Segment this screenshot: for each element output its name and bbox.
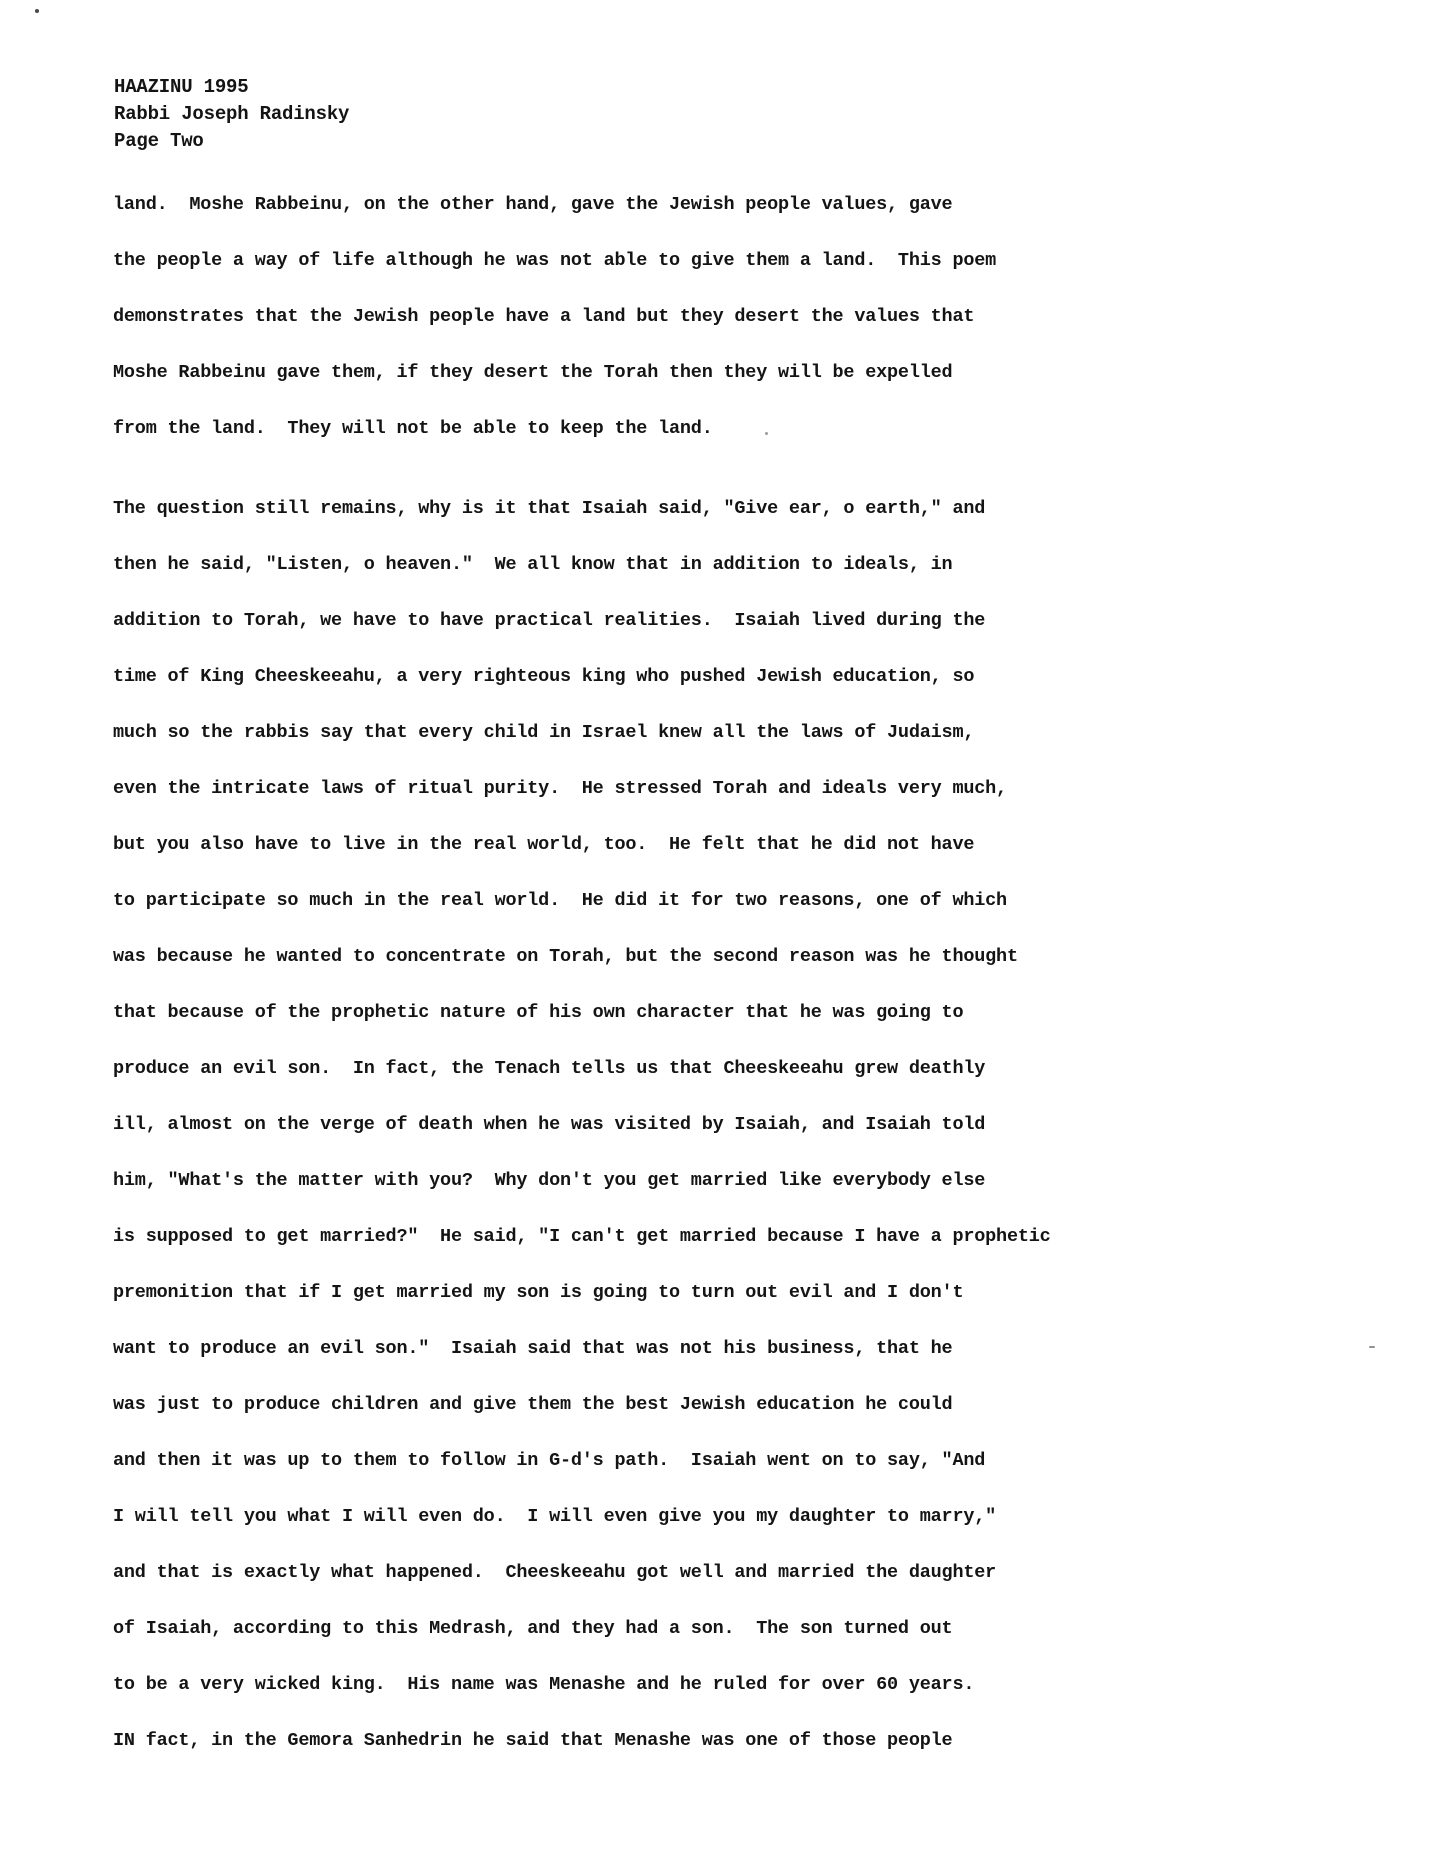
text-line: The question still remains, why is it that Isaiah said, "Give ear, o earth," and (113, 498, 986, 519)
text-line: the people a way of life although he was not able to give them a land. This poem (113, 250, 997, 271)
text-line: to participate so much in the real world. He did it for two reasons, one of which (113, 890, 1007, 911)
text-line: and that is exactly what happened. Cheeskeeahu got well and married the daughter (113, 1562, 997, 1583)
text-line: then he said, "Listen, o heaven." We all know that in addition to ideals, in (113, 554, 953, 575)
text-line: I will tell you what I will even do. I will even give you my daughter to marry," (113, 1506, 997, 1527)
text-line: from the land. They will not be able to keep the land. (113, 418, 713, 439)
text-line: produce an evil son. In fact, the Tenach tells us that Cheeskeeahu grew deathly (113, 1058, 986, 1079)
text-line: was because he wanted to concentrate on Torah, but the second reason was he thought (113, 946, 1018, 967)
text-line: was just to produce children and give them the best Jewish education he could (113, 1394, 953, 1415)
text-line: much so the rabbis say that every child in Israel knew all the laws of Judaism, (113, 722, 975, 743)
text-line: but you also have to live in the real world, too. He felt that he did not have (113, 834, 975, 855)
text-line: even the intricate laws of ritual purity. He stressed Torah and ideals very much, (113, 778, 1007, 799)
text-line: land. Moshe Rabbeinu, on the other hand, gave the Jewish people values, gave (113, 194, 953, 215)
text-line: premonition that if I get married my son is going to turn out evil and I don't (113, 1282, 964, 1303)
text-line: of Isaiah, according to this Medrash, and they had a son. The son turned out (113, 1618, 953, 1639)
text-line: him, "What's the matter with you? Why don't you get married like everybody else (113, 1170, 986, 1191)
header-page-number: Page Two (114, 130, 204, 152)
text-line: and then it was up to them to follow in G-d's path. Isaiah went on to say, "And (113, 1450, 986, 1471)
header-title: HAAZINU 1995 (114, 76, 249, 98)
header-author: Rabbi Joseph Radinsky (114, 103, 350, 125)
text-line: time of King Cheeskeeahu, a very righteous king who pushed Jewish education, so (113, 666, 975, 687)
paragraph (113, 481, 1373, 1769)
scan-speck (35, 9, 39, 13)
text-line: to be a very wicked king. His name was Menashe and he ruled for over 60 years. (113, 1674, 975, 1695)
text-line: demonstrates that the Jewish people have a land but they desert the values that (113, 306, 975, 327)
text-line: Moshe Rabbeinu gave them, if they desert the Torah then they will be expelled (113, 362, 953, 383)
document-header (114, 74, 349, 155)
text-line: IN fact, in the Gemora Sanhedrin he said that Menashe was one of those people (113, 1730, 953, 1751)
text-line: that because of the prophetic nature of his own character that he was going to (113, 1002, 964, 1023)
paragraph (113, 177, 1373, 457)
text-line: is supposed to get married?" He said, "I can't get married because I have a prophetic (113, 1226, 1051, 1247)
text-line: ill, almost on the verge of death when he was visited by Isaiah, and Isaiah told (113, 1114, 986, 1135)
document-body (113, 177, 1373, 1769)
text-line: want to produce an evil son." Isaiah said that was not his business, that he (113, 1338, 953, 1359)
text-line: addition to Torah, we have to have practical realities. Isaiah lived during the (113, 610, 986, 631)
